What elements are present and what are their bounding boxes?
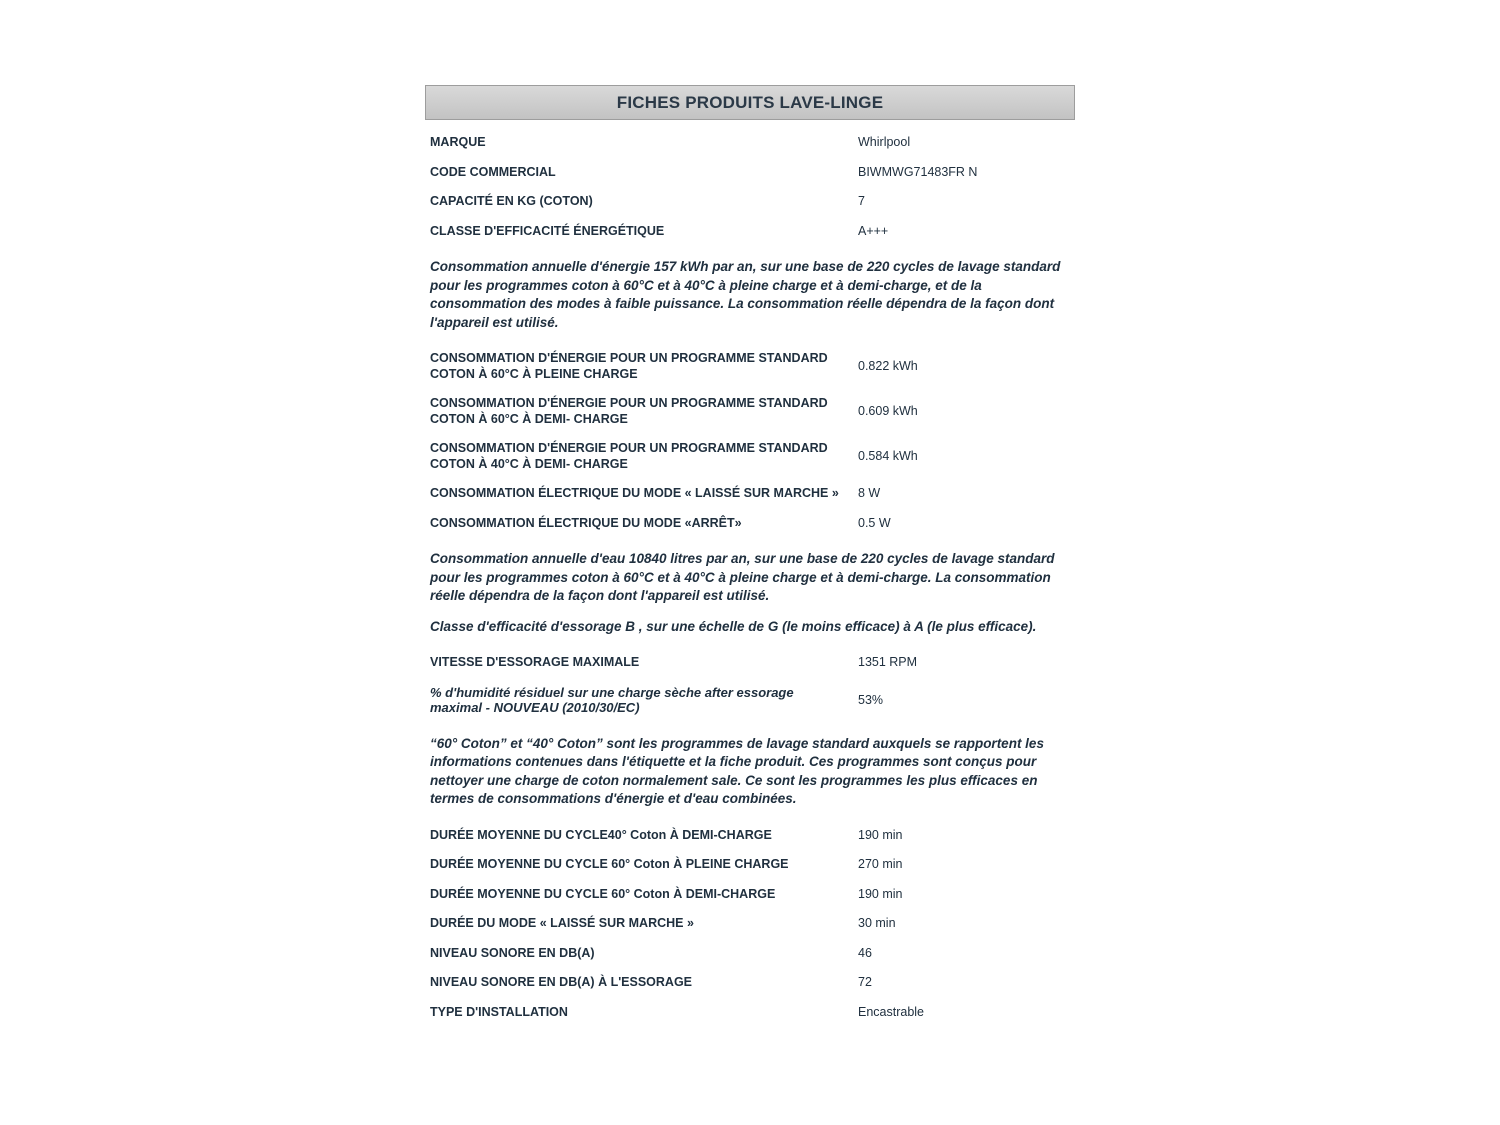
spec-row-duree-60-pleine: [425, 850, 1075, 880]
spec-label: DURÉE MOYENNE DU CYCLE 60° Coton À DEMI-CHARGE: [430, 886, 776, 901]
spec-value: 7: [858, 194, 865, 209]
info-paragraph-energie-annuelle: Consommation annuelle d'énergie 157 kWh par an, sur une base de 220 cycles de lavage standard pour les programmes coton à 60°C et à 40°C à pleine charge et à demi-charge, et de la consommation des modes à faible puissance. La consommation réelle dépendra de la façon dont l'appareil est utilisé.: [430, 259, 1061, 330]
spec-row-duree-40-demi: [425, 821, 1075, 851]
spec-label: CONSOMMATION D'ÉNERGIE POUR UN PROGRAMME STANDARD COTON À 60°C À DEMI- CHARGE: [430, 396, 828, 426]
product-sheet: [425, 85, 1075, 1027]
spec-label: TYPE D'INSTALLATION: [430, 1004, 568, 1019]
page-title-bar: [425, 85, 1075, 120]
spec-row-humidite-residuelle: [425, 678, 1075, 723]
spec-label: CAPACITÉ EN KG (COTON): [430, 194, 593, 208]
spec-label: DURÉE MOYENNE DU CYCLE 60° Coton À PLEINE CHARGE: [430, 857, 789, 871]
spec-row-conso-60-pleine: [425, 344, 1075, 389]
spec-value: 270 min: [858, 857, 903, 872]
spec-value: 0.822 kWh: [858, 359, 918, 373]
spec-row-capacite: [425, 187, 1075, 217]
spec-label: DURÉE DU MODE « LAISSÉ SUR MARCHE »: [430, 916, 694, 930]
info-paragraph-programmes-standard: “60° Coton” et “40° Coton” sont les programmes de lavage standard auxquels se rapportent les informations contenues dans l'étiquette et la fiche produit. Ces programmes sont conçus pour nettoyer une charge de coton normalement sale. Ce sont les programmes les plus efficaces en termes de consommations d'énergie et d'eau combinées.: [430, 735, 1044, 806]
spec-value: Whirlpool: [858, 135, 911, 150]
spec-label: VITESSE D'ESSORAGE MAXIMALE: [430, 655, 640, 669]
spec-label: % d'humidité résiduel sur une charge sèche after essorage maximal - NOUVEAU (2010/30/EC): [430, 684, 794, 715]
spec-label: DURÉE MOYENNE DU CYCLE40° Coton À DEMI-CHARGE: [430, 827, 772, 842]
spec-row-code-commercial: [425, 158, 1075, 188]
info-paragraph-classe-essorage: Classe d'efficacité d'essorage B , sur une échelle de G (le moins efficace) à A (le plus efficace).: [430, 618, 1037, 634]
spec-value: 53%: [858, 692, 884, 707]
spec-label: NIVEAU SONORE EN DB(A): [430, 945, 595, 960]
spec-row-type-installation: [425, 998, 1075, 1028]
spec-value: 46: [858, 945, 872, 960]
spec-value: 30 min: [858, 916, 896, 931]
spec-label: CONSOMMATION D'ÉNERGIE POUR UN PROGRAMME STANDARD COTON À 40°C À DEMI- CHARGE: [430, 441, 828, 471]
spec-value: 1351 RPM: [858, 655, 918, 670]
spec-value: 8 W: [858, 486, 881, 501]
spec-row-vitesse-essorage: [425, 648, 1075, 678]
page-title: FICHES PRODUITS LAVE-LINGE: [616, 92, 884, 112]
spec-label: MARQUE: [430, 135, 486, 149]
spec-row-duree-60-demi: [425, 880, 1075, 910]
spec-row-marque: [425, 128, 1075, 158]
spec-value: A+++: [858, 223, 889, 238]
spec-value: 0.584 kWh: [858, 449, 918, 463]
spec-label: CONSOMMATION ÉLECTRIQUE DU MODE « LAISSÉ SUR MARCHE »: [430, 486, 839, 500]
spec-label: CODE COMMERCIAL: [430, 164, 556, 179]
spec-row-conso-arret: [425, 509, 1075, 539]
spec-value: 190 min: [858, 827, 903, 842]
spec-row-niveau-sonore: [425, 939, 1075, 969]
spec-row-duree-laisse-sur-marche: [425, 909, 1075, 939]
spec-value: 0.609 kWh: [858, 404, 918, 418]
spec-row-niveau-sonore-essorage: [425, 968, 1075, 998]
spec-value: Encastrable: [858, 1004, 925, 1019]
spec-value: BIWMWG71483FR N: [858, 164, 978, 179]
spec-label: CONSOMMATION D'ÉNERGIE POUR UN PROGRAMME STANDARD COTON À 60°C À PLEINE CHARGE: [430, 351, 828, 381]
info-paragraph-eau-annuelle: Consommation annuelle d'eau 10840 litres par an, sur une base de 220 cycles de lavage standard pour les programmes coton à 60°C et à 40°C à pleine charge et à demi-charge. La consommation réelle dépendra de la façon dont l'appareil est utilisé.: [430, 551, 1055, 603]
spec-row-conso-60-demi: [425, 389, 1075, 434]
spec-label: CONSOMMATION ÉLECTRIQUE DU MODE «ARRÊT»: [430, 515, 742, 530]
spec-row-classe-energetique: [425, 217, 1075, 247]
spec-row-conso-laisse-sur-marche: [425, 479, 1075, 509]
spec-label: CLASSE D'EFFICACITÉ ÉNERGÉTIQUE: [430, 223, 665, 238]
spec-row-conso-40-demi: [425, 434, 1075, 479]
spec-label: NIVEAU SONORE EN DB(A) À L'ESSORAGE: [430, 975, 693, 989]
spec-value: 0.5 W: [858, 515, 891, 530]
spec-value: 190 min: [858, 886, 903, 901]
spec-value: 72: [858, 975, 872, 990]
